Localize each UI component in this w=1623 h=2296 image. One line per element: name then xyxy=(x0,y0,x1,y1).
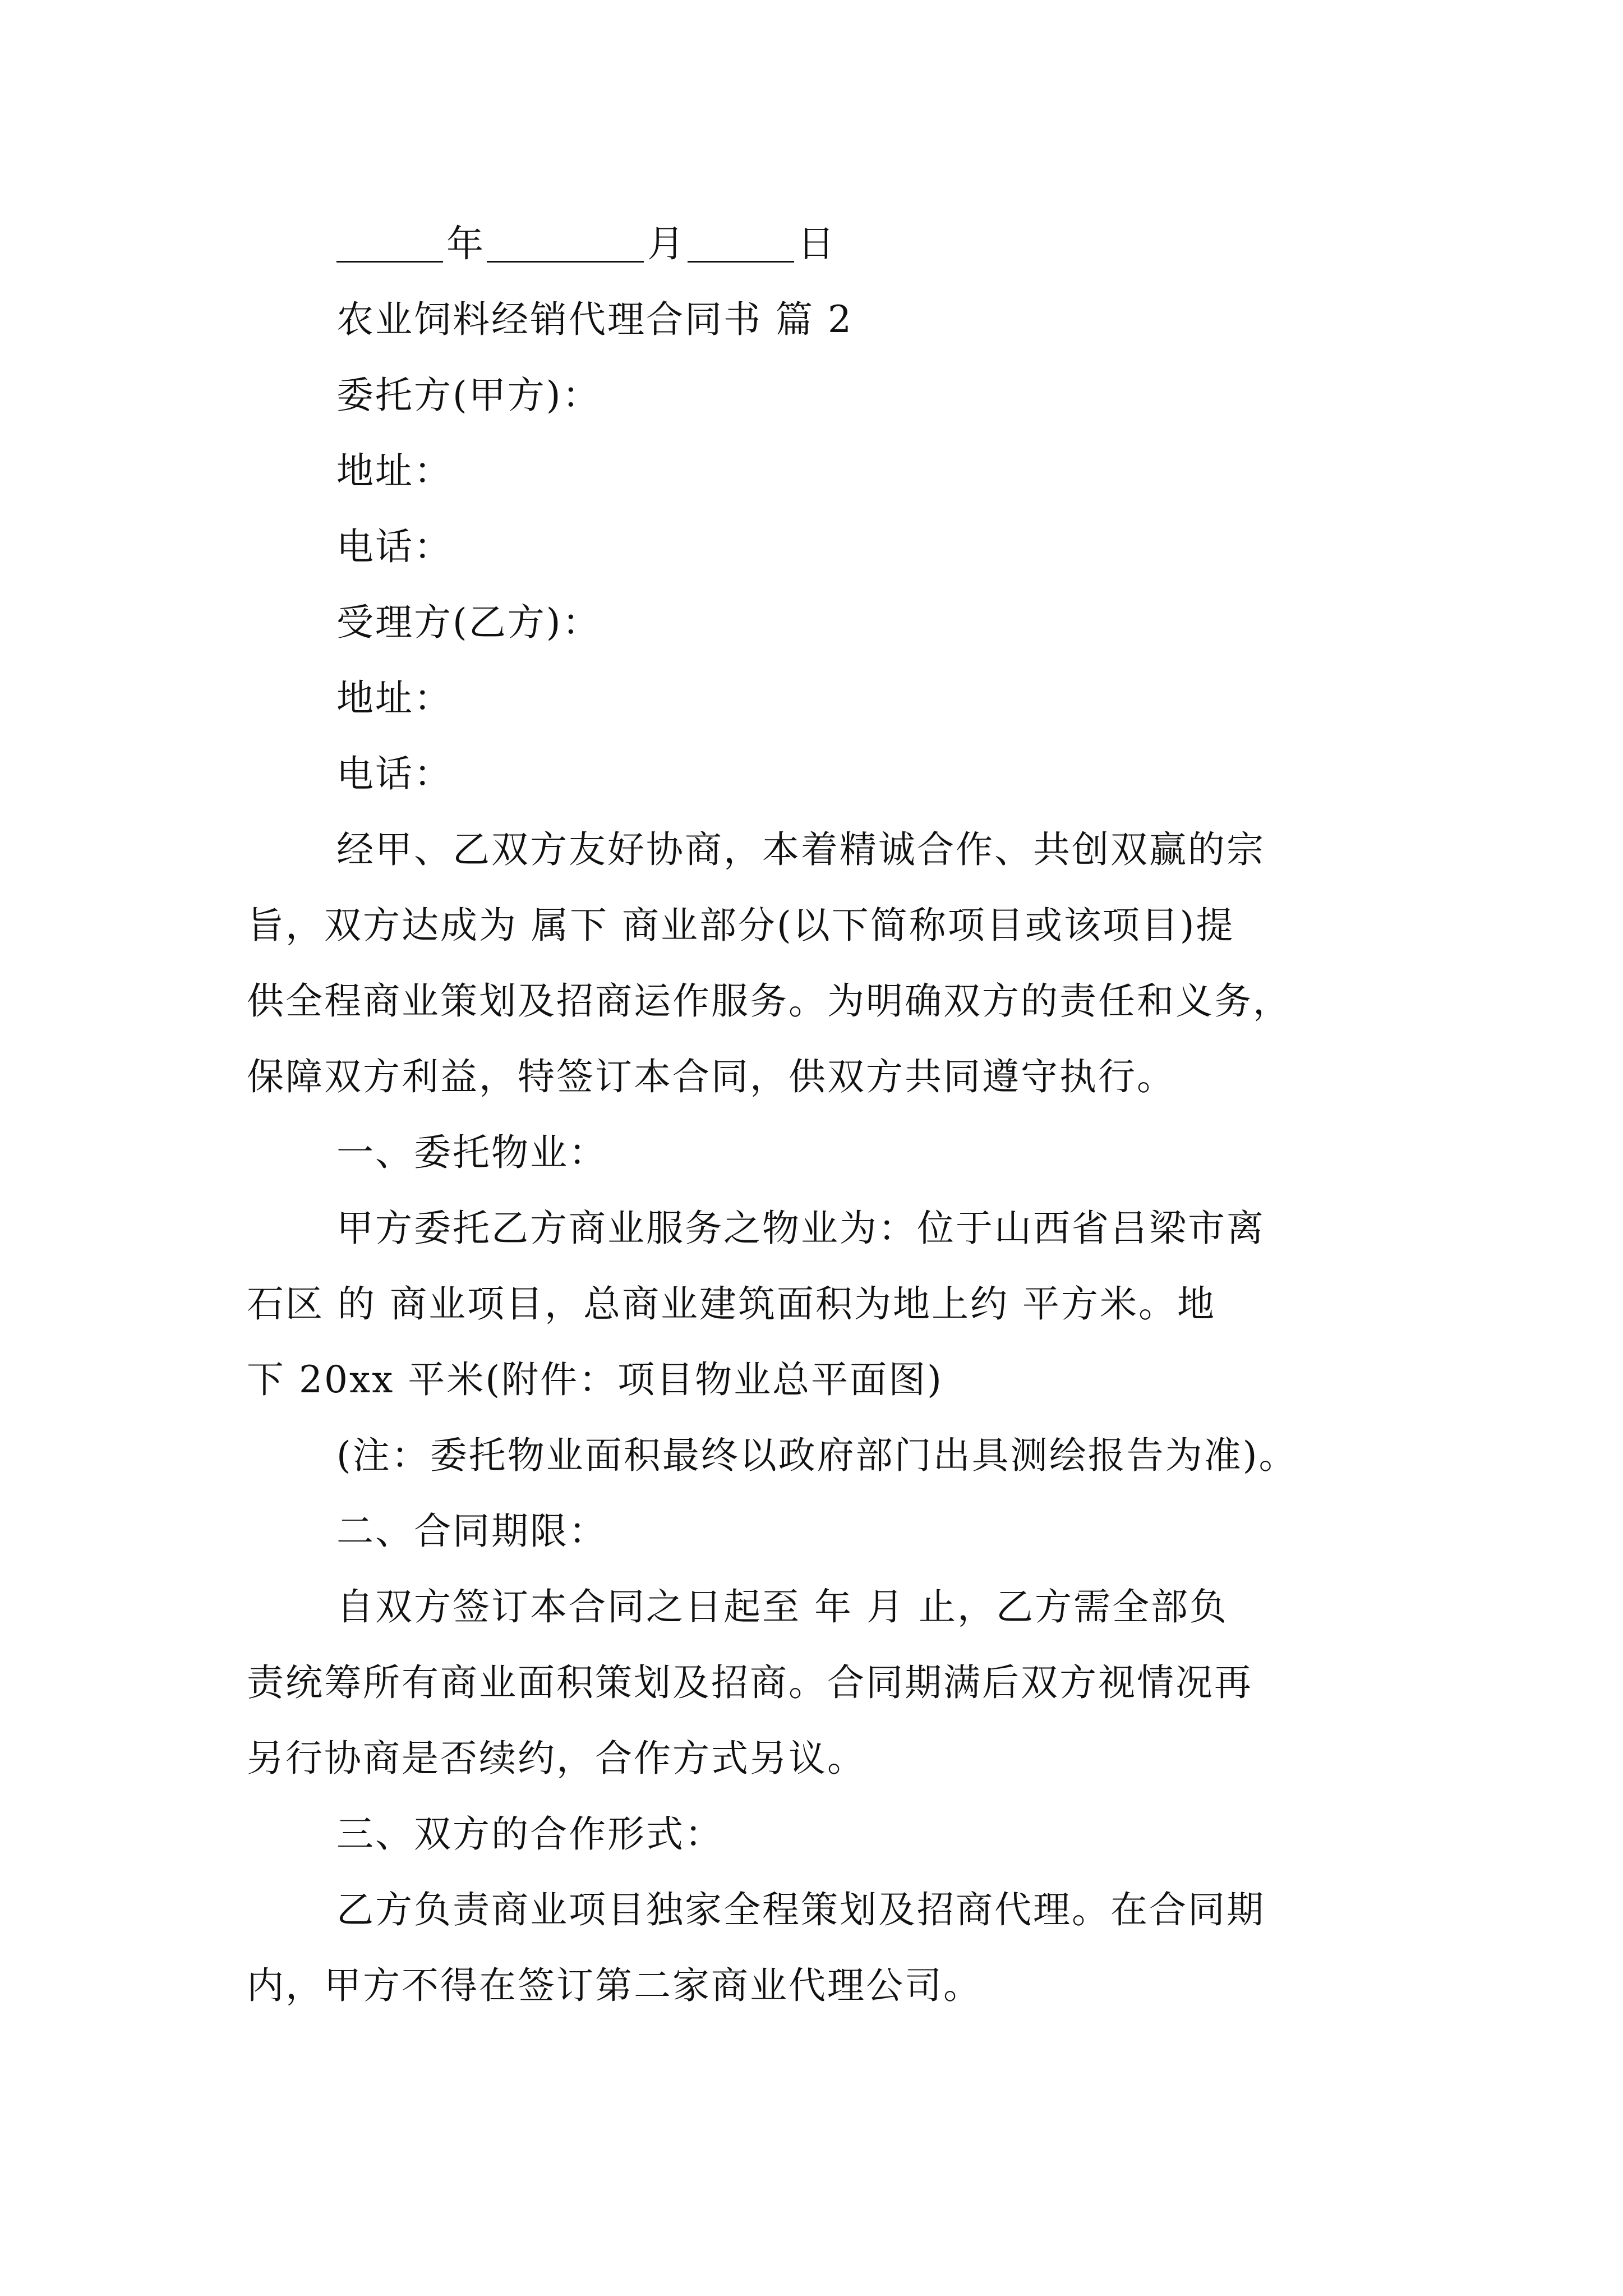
section-1-line: 下 20xx 平米(附件：项目物业总平面图) xyxy=(247,1358,943,1401)
year-label: 年 xyxy=(446,222,483,265)
day-label: 日 xyxy=(797,222,834,265)
party-b-label: 受理方(乙方)： xyxy=(336,601,601,644)
month-label: 月 xyxy=(647,222,684,265)
intro-line: 保障双方利益，特签订本合同，供双方共同遵守执行。 xyxy=(247,1055,1175,1098)
intro-line: 供全程商业策划及招商运作服务。为明确双方的责任和义务， xyxy=(247,979,1292,1023)
section-2-line: 责统筹所有商业面积策划及招商。合同期满后双方视情况再 xyxy=(247,1661,1253,1704)
day-blank xyxy=(688,222,794,263)
party-a-address: 地址： xyxy=(336,449,453,493)
document-title: 农业饲料经销代理合同书 篇 2 xyxy=(336,298,853,341)
section-2-line: 另行协商是否续约，合作方式另议。 xyxy=(247,1737,866,1780)
intro-line: 旨，双方达成为 属下 商业部分(以下简称项目或该项目)提 xyxy=(247,904,1235,947)
year-blank xyxy=(336,222,443,263)
section-2-line: 自双方签订本合同之日起至 年 月 止，乙方需全部负 xyxy=(336,1585,1228,1628)
section-2-heading: 二、合同期限： xyxy=(336,1510,607,1553)
party-b-address: 地址： xyxy=(336,677,453,720)
party-a-label: 委托方(甲方)： xyxy=(336,374,601,417)
intro-line: 经甲、乙双方友好协商，本着精诚合作、共创双赢的宗 xyxy=(336,828,1265,871)
section-3-line: 内，甲方不得在签订第二家商业代理公司。 xyxy=(247,1964,982,2007)
party-b-phone: 电话： xyxy=(336,752,453,795)
section-3-heading: 三、双方的合作形式： xyxy=(336,1812,723,1856)
month-blank xyxy=(487,222,644,263)
section-1-line: 甲方委托乙方商业服务之物业为：位于山西省吕梁市离 xyxy=(336,1207,1265,1250)
section-1-heading: 一、委托物业： xyxy=(336,1131,607,1174)
signature-date-line xyxy=(336,219,838,269)
party-a-phone: 电话： xyxy=(336,525,453,568)
section-1-line: 石区 的 商业项目，总商业建筑面积为地上约 平方米。地 xyxy=(247,1282,1216,1326)
section-1-note: (注：委托物业面积最终以政府部门出具测绘报告为准)。 xyxy=(336,1434,1298,1477)
section-3-line: 乙方负责商业项目独家全程策划及招商代理。在合同期 xyxy=(336,1888,1265,1931)
